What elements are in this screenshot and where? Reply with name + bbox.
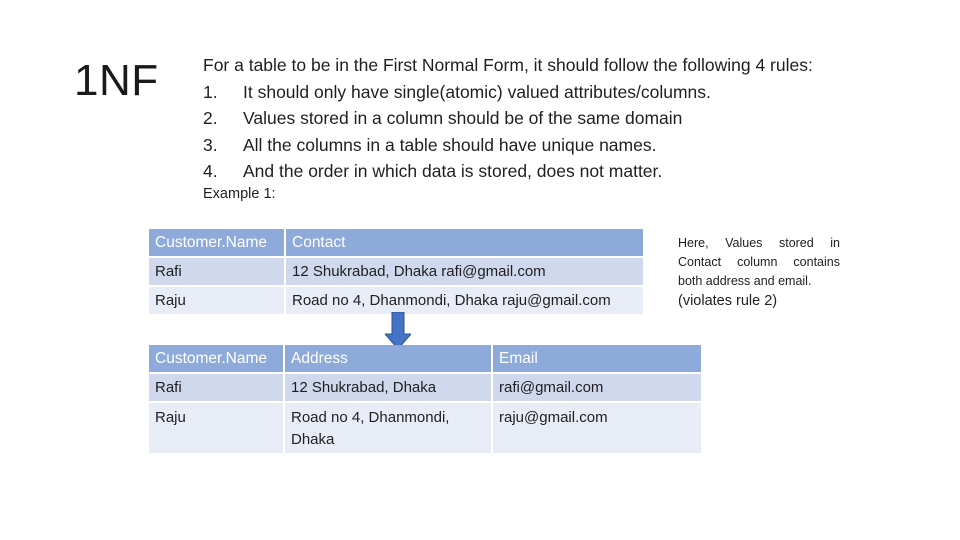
normalized-table <box>147 343 703 455</box>
table-row <box>149 258 643 285</box>
table-cell: Road no 4, Dhanmondi, Dhaka <box>285 403 491 453</box>
rule-item <box>203 132 883 159</box>
table-cell: rafi@gmail.com <box>493 374 701 401</box>
table-cell: Road no 4, Dhanmondi, Dhaka raju@gmail.com <box>286 287 643 314</box>
column-header: Email <box>493 345 701 372</box>
example-label: Example 1: <box>203 186 276 202</box>
column-header: Customer.Name <box>149 345 283 372</box>
explanation-note <box>678 234 840 311</box>
note-violation: (violates rule 2) <box>678 293 778 309</box>
note-text: Here, Values stored in Contact column contains both address and email. <box>678 236 840 288</box>
rule-number: 2. <box>203 108 218 128</box>
rule-text: All the columns in a table should have unique names. <box>243 134 657 155</box>
column-header: Address <box>285 345 491 372</box>
unnormalized-table <box>147 227 645 316</box>
table-cell: 12 Shukrabad, Dhaka rafi@gmail.com <box>286 258 643 285</box>
intro-heading: For a table to be in the First Normal Form, it should follow the following 4 rules: <box>203 55 813 75</box>
column-header: Contact <box>286 229 643 256</box>
rule-item <box>203 158 883 185</box>
rule-number: 3. <box>203 134 218 155</box>
table-header-row <box>149 345 701 372</box>
rule-item <box>203 79 883 106</box>
column-header: Customer.Name <box>149 229 284 256</box>
table-cell: raju@gmail.com <box>493 403 701 453</box>
table-cell: Raju <box>149 287 284 314</box>
table-cell: 12 Shukrabad, Dhaka <box>285 374 491 401</box>
rule-number: 1. <box>203 81 218 102</box>
rule-text: Values stored in a column should be of the same domain <box>243 108 683 128</box>
table-row <box>149 403 701 453</box>
rule-text: And the order in which data is stored, does not matter. <box>243 161 663 181</box>
table-cell: Raju <box>149 403 283 453</box>
table-row <box>149 287 643 314</box>
table-cell: Rafi <box>149 374 283 401</box>
intro-text <box>203 52 883 185</box>
rule-item <box>203 105 883 132</box>
table-row <box>149 374 701 401</box>
rule-number: 4. <box>203 161 218 181</box>
slide-title: 1NF <box>74 56 159 105</box>
rule-text: It should only have single(atomic) valued attributes/columns. <box>243 81 711 102</box>
table-header-row <box>149 229 643 256</box>
table-cell: Rafi <box>149 258 284 285</box>
